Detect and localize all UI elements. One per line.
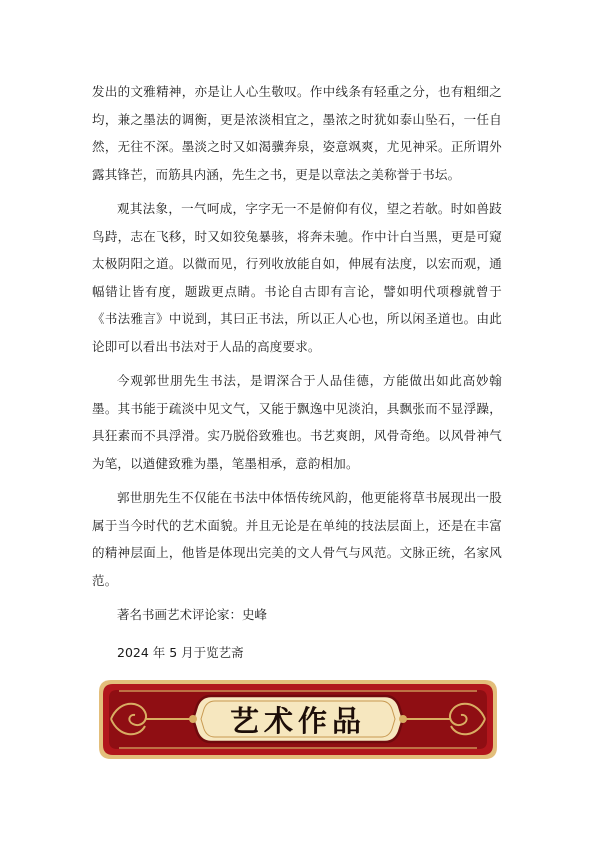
date-line: 2024 年 5 月于览艺斋: [117, 645, 244, 660]
paragraph-1: 发出的文雅精神，亦是让人心生敬叹。作中线条有轻重之分，也有粗细之均，兼之墨法的调衡，更是浓淡相宜之，墨浓之时犹如泰山坠石，一任自然，无往不深。墨淡之时又如渴骥奔泉，姿意飒爽，尤见神采。正所谓外露其锋芒，而筋具内涵，先生之书，更是以章法之美称誉于书坛。: [92, 84, 502, 182]
author-signature: 著名书画艺术评论家：史峰: [117, 607, 268, 622]
paragraph-4: 郭世朋先生不仅能在书法中体悟传统风韵，他更能将草书展现出一股属于当今时代的艺术面貌。并且无论是在单纯的技法层面上，还是在丰富的精神层面上，他皆是体现出完美的文人骨气与风范。文脉正统，名家风范。: [92, 490, 502, 588]
paragraph-3: 今观郭世朋先生书法，是谓深合于人品佳德，方能做出如此高妙翰墨。其书能于疏淡中见文气，又能于飘逸中见淡泊，具飘张而不显浮躁，具狂素而不具浮滑。实乃脱俗致雅也。书艺爽朗，风骨奇绝。以风骨神气为笔，以遒健致雅为墨，笔墨相承，意韵相加。: [92, 373, 502, 471]
banner-title: 艺术作品: [229, 704, 366, 738]
article-body: [92, 78, 502, 667]
paragraph-2: 观其法象，一气呵成，字字无一不是俯仰有仪，望之若欹。时如兽跂鸟跱，志在飞移，时又如狡兔暴骇，将奔未驰。作中计白当黑，更是可窥太极阴阳之道。以微而见，行列收放能自如，伸展有法度，以宏而观，通幅错让皆有度，题跋更点睛。书论自古即有言论，譬如明代项穆就曾于《书法雅言》中说到，其曰正书法，所以正人心也，所以闲圣道也。由此论即可以看出书法对于人品的高度要求。: [92, 201, 502, 354]
section-banner: [93, 676, 503, 763]
